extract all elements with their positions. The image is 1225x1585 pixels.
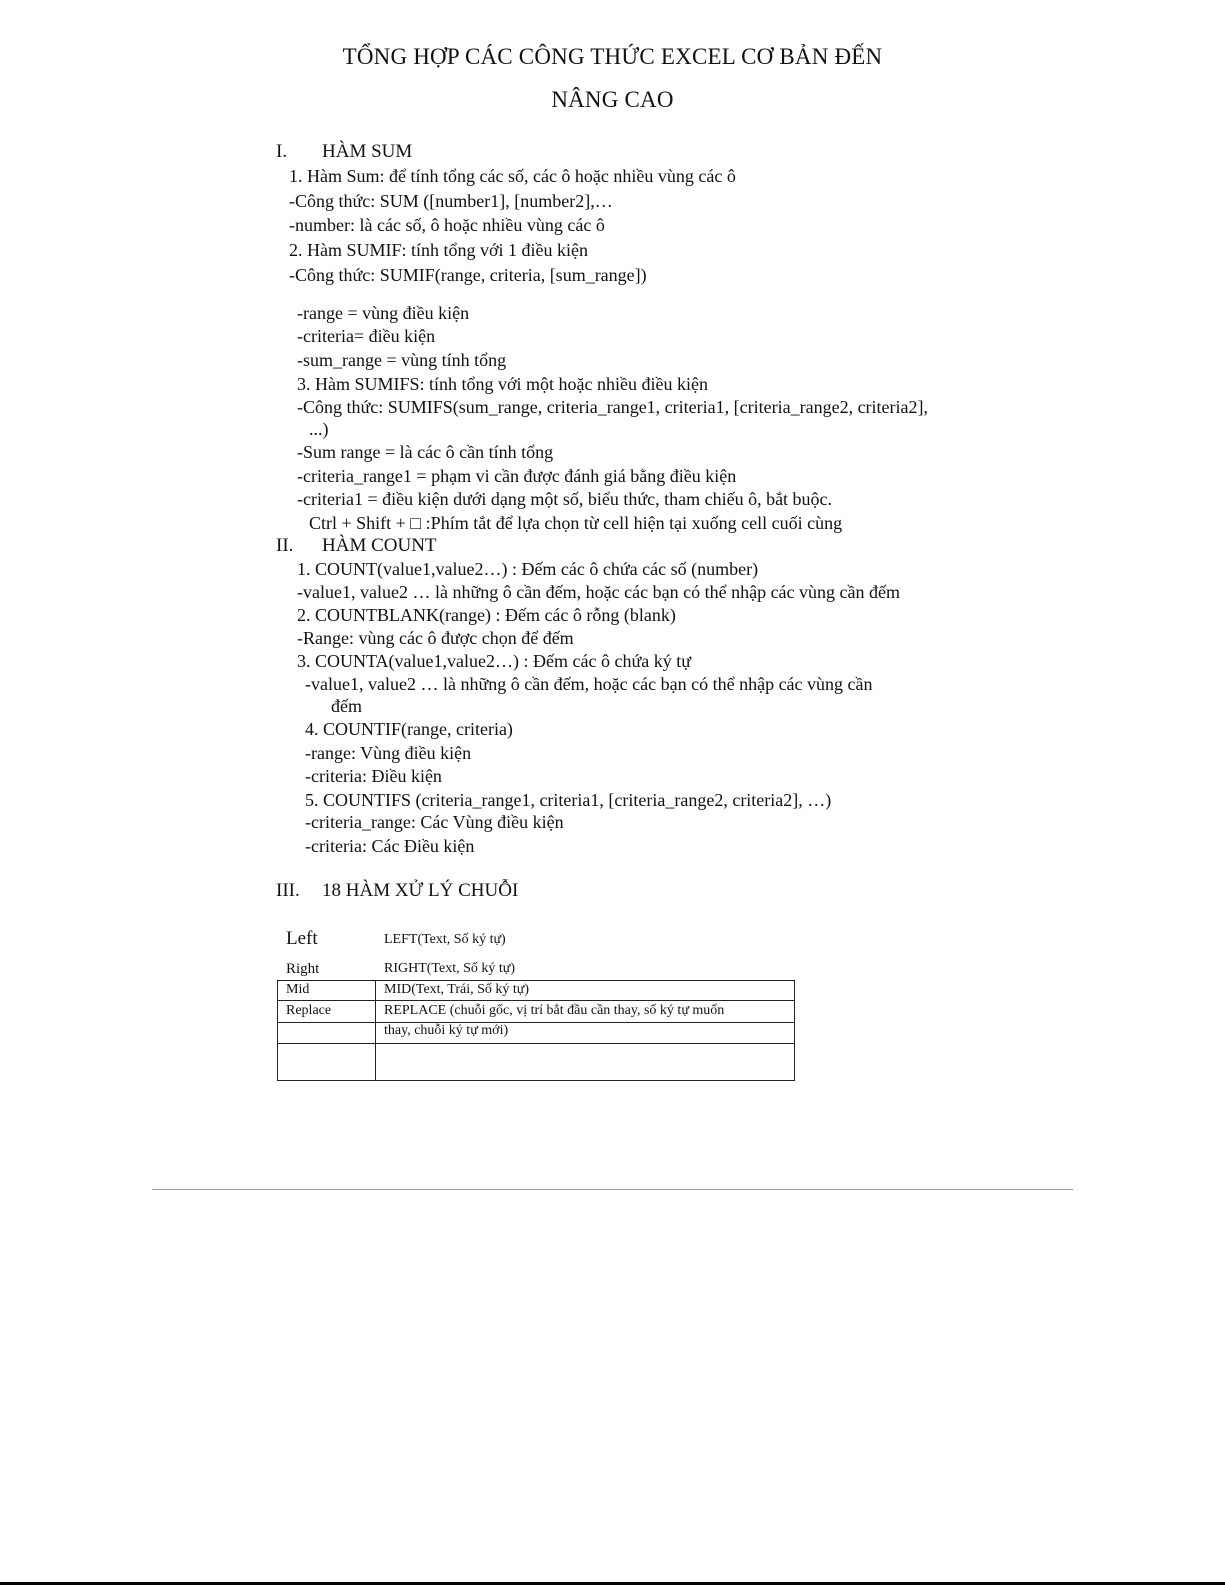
countif-criteria: -criteria: Điều kiện <box>305 766 442 786</box>
count-item-2-desc: -Range: vùng các ô được chọn để đếm <box>297 628 574 648</box>
count-item-5: 5. COUNTIFS (criteria_range1, criteria1, [criteria_range2, criteria2], …) <box>305 790 832 810</box>
section-1-title: HÀM SUM <box>322 141 413 162</box>
sum-item-3-formula-cont: ...) <box>309 419 329 439</box>
row-left-name: Left <box>286 928 318 949</box>
row-mid-name: Mid <box>286 982 310 997</box>
section-1-heading <box>276 141 412 163</box>
count-item-1-desc: -value1, value2 … là những ô cần đếm, hoặc các bạn có thể nhập các vùng cần đếm <box>297 582 901 602</box>
sum-item-1: 1. Hàm Sum: để tính tổng các số, các ô hoặc nhiều vùng các ô <box>289 166 736 186</box>
section-3-number: III. <box>276 880 300 901</box>
section-2-heading <box>276 535 437 557</box>
sumif-range: -range = vùng điều kiện <box>297 303 470 323</box>
row-replace-cont-formula: thay, chuỗi ký tự mới) <box>384 1023 509 1038</box>
row-mid-formula: MID(Text, Trái, Số ký tự) <box>384 982 530 997</box>
sumif-criteria: -criteria= điều kiện <box>297 326 436 346</box>
countif-range: -range: Vùng điều kiện <box>305 743 472 763</box>
sum-item-3: 3. Hàm SUMIFS: tính tổng với một hoặc nhiều điều kiện <box>297 374 708 394</box>
section-2-title: HÀM COUNT <box>322 535 437 556</box>
countifs-criteria-range: -criteria_range: Các Vùng điều kiện <box>305 812 564 832</box>
count-item-3-desc-cont: đếm <box>331 696 362 716</box>
sumif-sum-range: -sum_range = vùng tính tổng <box>297 350 507 370</box>
sumifs-criteria-range1: -criteria_range1 = phạm vi cần được đánh giá bằng điều kiện <box>297 466 737 486</box>
countifs-criteria: -criteria: Các Điều kiện <box>305 836 475 856</box>
table-row-divider <box>277 1022 795 1023</box>
table-row-divider <box>277 1043 795 1044</box>
row-replace-formula: REPLACE (chuỗi gốc, vị trí bắt đầu cần thay, số ký tự muốn <box>384 1003 725 1018</box>
table-row-divider <box>277 1000 795 1001</box>
section-2-number: II. <box>276 535 294 556</box>
sum-item-3-formula: -Công thức: SUMIFS(sum_range, criteria_range1, criteria1, [criteria_range2, criteria2], <box>297 397 929 417</box>
count-item-2: 2. COUNTBLANK(range) : Đếm các ô rỗng (blank) <box>297 605 676 625</box>
document-title-line-1: TỔNG HỢP CÁC CÔNG THỨC EXCEL CƠ BẢN ĐẾN <box>342 44 883 69</box>
document-title-line-2: NÂNG CAO <box>551 87 674 112</box>
page-divider <box>152 1189 1073 1190</box>
sum-item-1-formula: -Công thức: SUM ([number1], [number2],… <box>289 191 613 211</box>
table-column-divider <box>375 980 376 1081</box>
row-replace-name: Replace <box>286 1003 332 1018</box>
count-item-4: 4. COUNTIF(range, criteria) <box>305 719 513 739</box>
sum-item-2: 2. Hàm SUMIF: tính tổng với 1 điều kiện <box>289 240 589 260</box>
row-left-formula: LEFT(Text, Số ký tự) <box>384 932 506 947</box>
sum-item-2-formula: -Công thức: SUMIF(range, criteria, [sum_range]) <box>289 265 647 285</box>
count-item-1: 1. COUNT(value1,value2…) : Đếm các ô chứa các số (number) <box>297 559 759 579</box>
count-item-3: 3. COUNTA(value1,value2…) : Đếm các ô chứa ký tự <box>297 651 691 671</box>
section-3-title: 18 HÀM XỬ LÝ CHUỖI <box>322 880 519 901</box>
count-item-3-desc: -value1, value2 … là những ô cần đếm, hoặc các bạn có thể nhập các vùng cần <box>305 674 873 694</box>
sumifs-criteria1: -criteria1 = điều kiện dưới dạng một số, biểu thức, tham chiếu ô, bắt buộc. <box>297 489 833 509</box>
row-right-formula: RIGHT(Text, Số ký tự) <box>384 961 516 976</box>
sum-item-1-number: -number: là các số, ô hoặc nhiều vùng các ô <box>289 215 605 235</box>
row-right-name: Right <box>286 961 320 977</box>
section-3-heading <box>276 880 518 902</box>
sumifs-sum-range: -Sum range = là các ô cần tính tổng <box>297 442 554 462</box>
section-1-number: I. <box>276 141 288 162</box>
table-border <box>277 980 795 1081</box>
shortcut-note: Ctrl + Shift + □ :Phím tắt để lựa chọn từ cell hiện tại xuống cell cuối cùng <box>309 513 843 533</box>
